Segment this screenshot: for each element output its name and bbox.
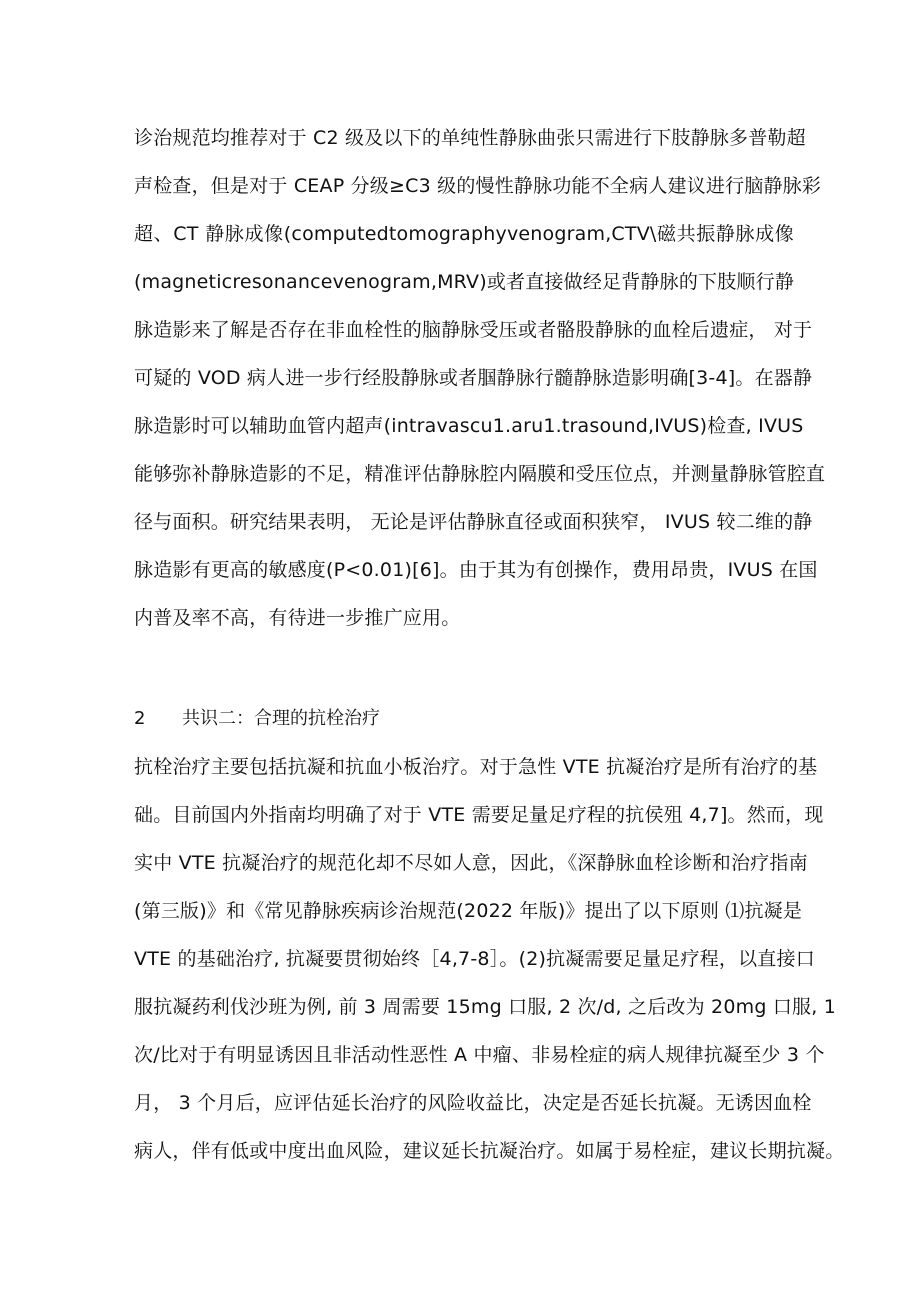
paragraph-line: 径与面积。研究结果表明， 无论是评估静脉直径或面积狭窄， IVUS 较二维的静 xyxy=(134,511,813,533)
paragraph-line: 础。目前国内外指南均明确了对于 VTE 需要足量足疗程的抗侯殂 4,7]。然而，现 xyxy=(134,804,824,826)
section-2-heading xyxy=(134,702,380,736)
paragraph-line: 月， 3 个月后，应评估延长治疗的风险收益比，决定是否延长抗凝。无诱因血栓 xyxy=(134,1092,812,1114)
paragraph-line: (magneticresonancevenogram,MRV)或者直接做经足背静脉的下肢顺行静 xyxy=(134,271,795,293)
paragraph-line: 脉造影来了解是否存在非血栓性的脑静脉受压或者骼股静脉的血栓后遗症， 对于 xyxy=(134,319,813,341)
paragraph-line: 能够弥补静脉造影的不足，精准评估静脉腔内隔膜和受压位点，并测量静脉管腔直 xyxy=(134,463,826,485)
paragraph-line: (第三版)》和《常见静脉疾病诊治规范(2022 年版)》提出了以下原则 ⑴抗凝是 xyxy=(134,900,803,922)
paragraph-line: 病人，伴有低或中度出血风险，建议延长抗凝治疗。如属于易栓症，建议长期抗凝。 xyxy=(134,1140,845,1162)
paragraph-line: 次/比对于有明显诱因且非活动性恶性 A 中瘤、非易栓症的病人规律抗凝至少 3 个 xyxy=(134,1044,825,1066)
paragraph-line: 服抗凝药利伐沙班为例, 前 3 周需要 15mg 口服, 2 次/d, 之后改为 20mg 口服, 1 xyxy=(134,996,837,1018)
paragraph-line: VTE 的基础治疗, 抗凝要贯彻始终［4,7-8］。(2)抗凝需要足量足疗程，以直接口 xyxy=(134,948,815,970)
paragraph-line: 可疑的 VOD 病人进一步行经股静脉或者腘静脉行髓静脉造影明确[3-4]。在器静 xyxy=(134,367,813,389)
paragraph-line: 脉造影有更高的敏感度(P<0.01)[6]。由于其为有创操作，费用昂贵，IVUS 在国 xyxy=(134,559,818,581)
paragraph-line: 诊治规范均推荐对于 C2 级及以下的单纯性静脉曲张只需进行下肢静脉多普勒超 xyxy=(134,127,806,149)
paragraph-line: 脉造影时可以辅助血管内超声(intravascu1.aru1.trasound,IVUS)检查, IVUS xyxy=(134,415,804,437)
paragraph-line: 内普及率不高，有待进一步推广应用。 xyxy=(134,607,461,629)
paragraph-line: 声检查，但是对于 CEAP 分级≥C3 级的慢性静脉功能不全病人建议进行脑静脉彩 xyxy=(134,175,822,197)
paragraph-line: 超、CT 静脉成像(computedtomographyvenogram,CTV\磁共振静脉成像 xyxy=(134,223,794,245)
section-number: 2 xyxy=(134,708,146,729)
section-title: 共识二：合理的抗栓治疗 xyxy=(182,708,380,729)
paragraph-line: 实中 VTE 抗凝治疗的规范化却不尽如人意，因此，《深静脉血栓诊断和治疗指南 xyxy=(134,852,808,874)
paragraph-line: 抗栓治疗主要包括抗凝和抗血小板治疗。对于急性 VTE 抗凝治疗是所有治疗的基 xyxy=(134,756,818,778)
